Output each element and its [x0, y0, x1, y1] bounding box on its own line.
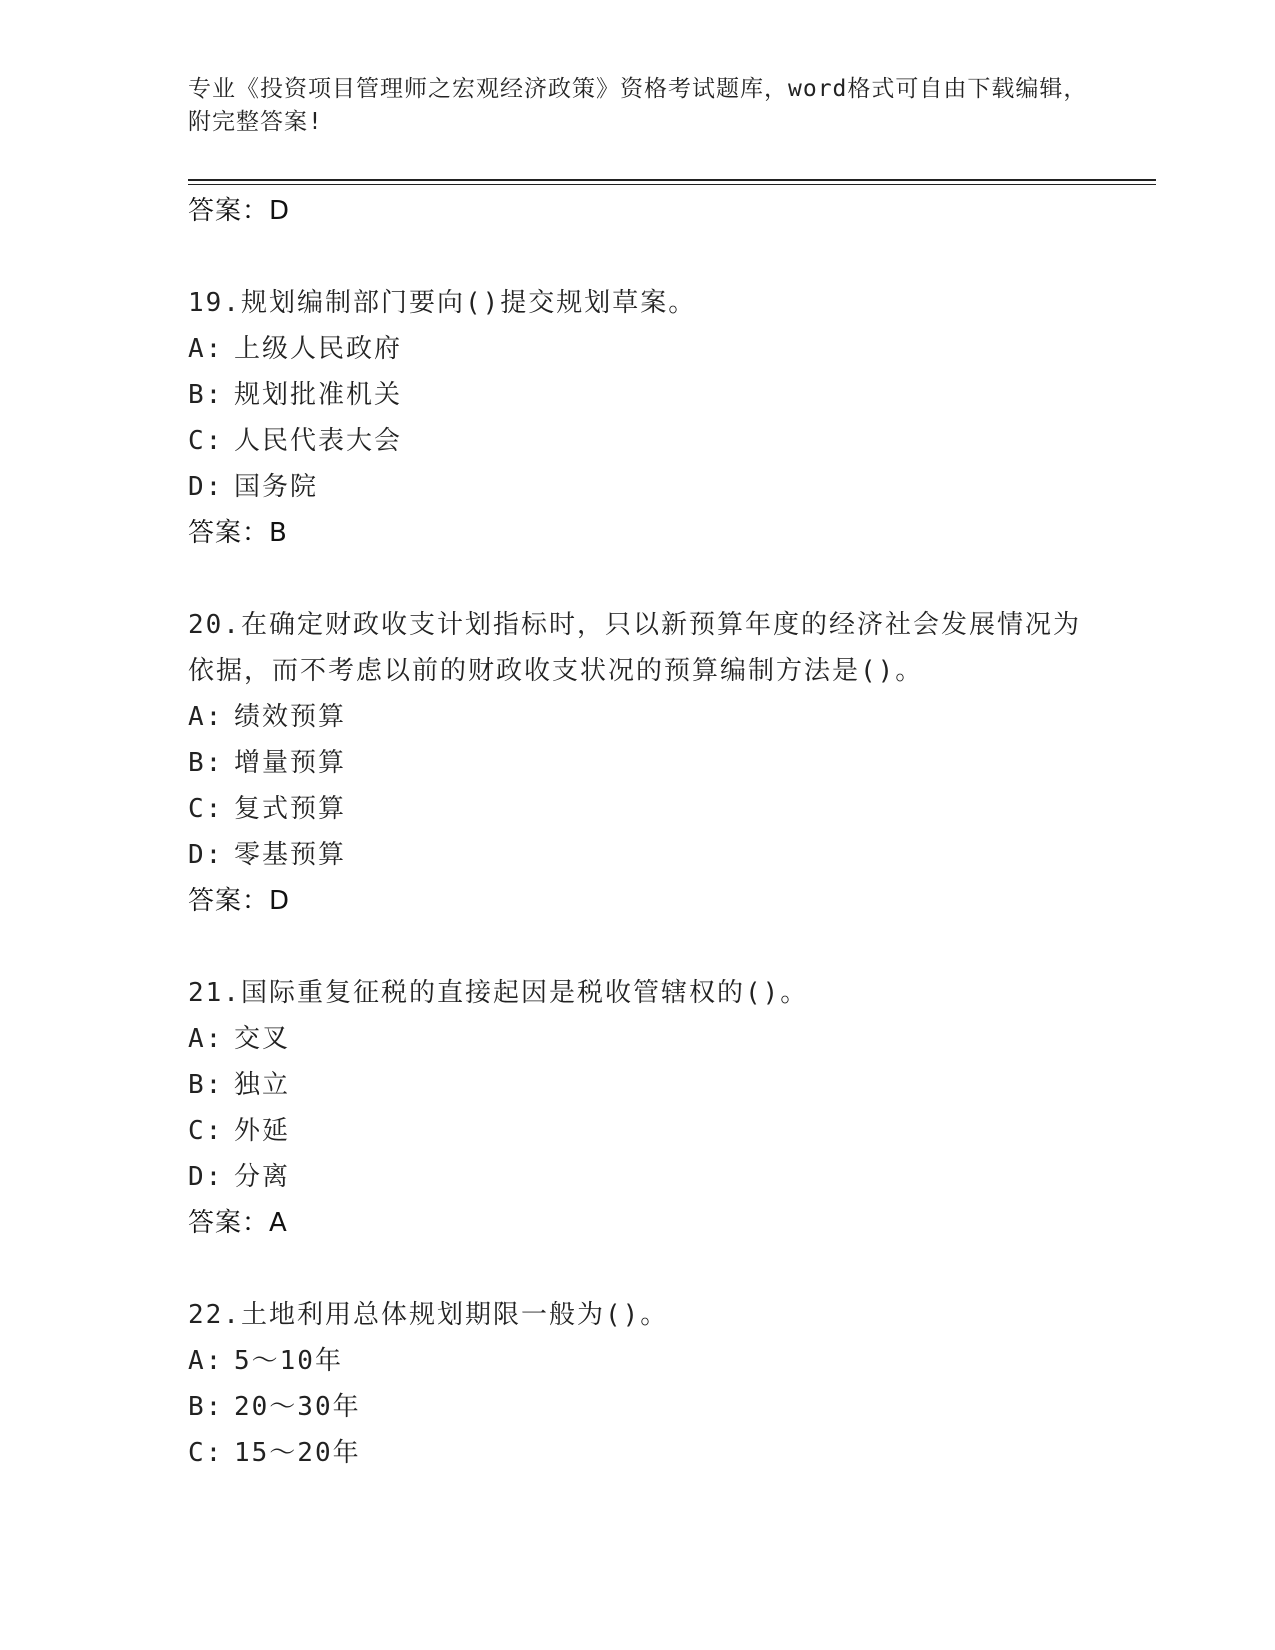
- option-letter: D:: [188, 840, 224, 870]
- option-letter: A:: [188, 1346, 224, 1376]
- option-letter: A:: [188, 334, 224, 364]
- option-letter: C:: [188, 426, 224, 456]
- answer-line: 答案：A: [188, 1208, 288, 1238]
- question-block: [188, 970, 1088, 1246]
- option-c: [188, 418, 1088, 464]
- option-c: [188, 1108, 1088, 1154]
- question-text: 21.国际重复征税的直接起因是税收管辖权的()。: [188, 978, 809, 1008]
- option-text: 绩效预算: [234, 702, 347, 732]
- answer-line: 答案：D: [188, 886, 291, 916]
- option-letter: C:: [188, 1438, 224, 1468]
- option-letter: A:: [188, 702, 224, 732]
- option-text: 复式预算: [234, 794, 347, 824]
- option-letter: D:: [188, 1162, 224, 1192]
- option-text: 20～30年: [234, 1392, 361, 1422]
- answer-line: 答案：B: [188, 518, 288, 548]
- option-text: 零基预算: [234, 840, 347, 870]
- option-letter: B:: [188, 748, 224, 778]
- answer-line: 答案：D: [188, 196, 291, 226]
- header-divider-thin: [188, 184, 1156, 185]
- option-text: 上级人民政府: [234, 334, 403, 364]
- question-list: [188, 188, 1088, 1476]
- option-text: 15～20年: [234, 1438, 361, 1468]
- option-letter: A:: [188, 1024, 224, 1054]
- option-text: 5～10年: [234, 1346, 343, 1376]
- option-b: [188, 1062, 1088, 1108]
- option-c: [188, 1430, 1088, 1476]
- option-a: [188, 326, 1088, 372]
- option-a: [188, 694, 1088, 740]
- option-letter: C:: [188, 794, 224, 824]
- option-letter: C:: [188, 1116, 224, 1146]
- question-block: [188, 1292, 1088, 1476]
- option-c: [188, 786, 1088, 832]
- option-d: [188, 1154, 1088, 1200]
- option-b: [188, 740, 1088, 786]
- option-b: [188, 372, 1088, 418]
- option-d: [188, 832, 1088, 878]
- option-text: 增量预算: [234, 748, 347, 778]
- option-a: [188, 1016, 1088, 1062]
- question-block: [188, 602, 1088, 924]
- question-block: [188, 280, 1088, 556]
- option-letter: B:: [188, 1392, 224, 1422]
- question-text: 22.土地利用总体规划期限一般为()。: [188, 1300, 669, 1330]
- page-header: 专业《投资项目管理师之宏观经济政策》资格考试题库，word格式可自由下载编辑，附完整答案!: [188, 76, 1088, 135]
- question-text: 19.规划编制部门要向()提交规划草案。: [188, 288, 697, 318]
- option-text: 人民代表大会: [234, 426, 403, 456]
- header-divider: [188, 179, 1156, 181]
- option-text: 交叉: [234, 1024, 291, 1054]
- option-d: [188, 464, 1088, 510]
- option-letter: B:: [188, 380, 224, 410]
- option-text: 独立: [234, 1070, 291, 1100]
- option-text: 分离: [234, 1162, 291, 1192]
- option-letter: D:: [188, 472, 224, 502]
- option-text: 规划批准机关: [234, 380, 403, 410]
- option-text: 国务院: [234, 472, 319, 502]
- option-text: 外延: [234, 1116, 291, 1146]
- option-a: [188, 1338, 1088, 1384]
- option-b: [188, 1384, 1088, 1430]
- option-letter: B:: [188, 1070, 224, 1100]
- question-text: 20.在确定财政收支计划指标时，只以新预算年度的经济社会发展情况为依据，而不考虑以前的财政收支状况的预算编制方法是()。: [188, 610, 1081, 686]
